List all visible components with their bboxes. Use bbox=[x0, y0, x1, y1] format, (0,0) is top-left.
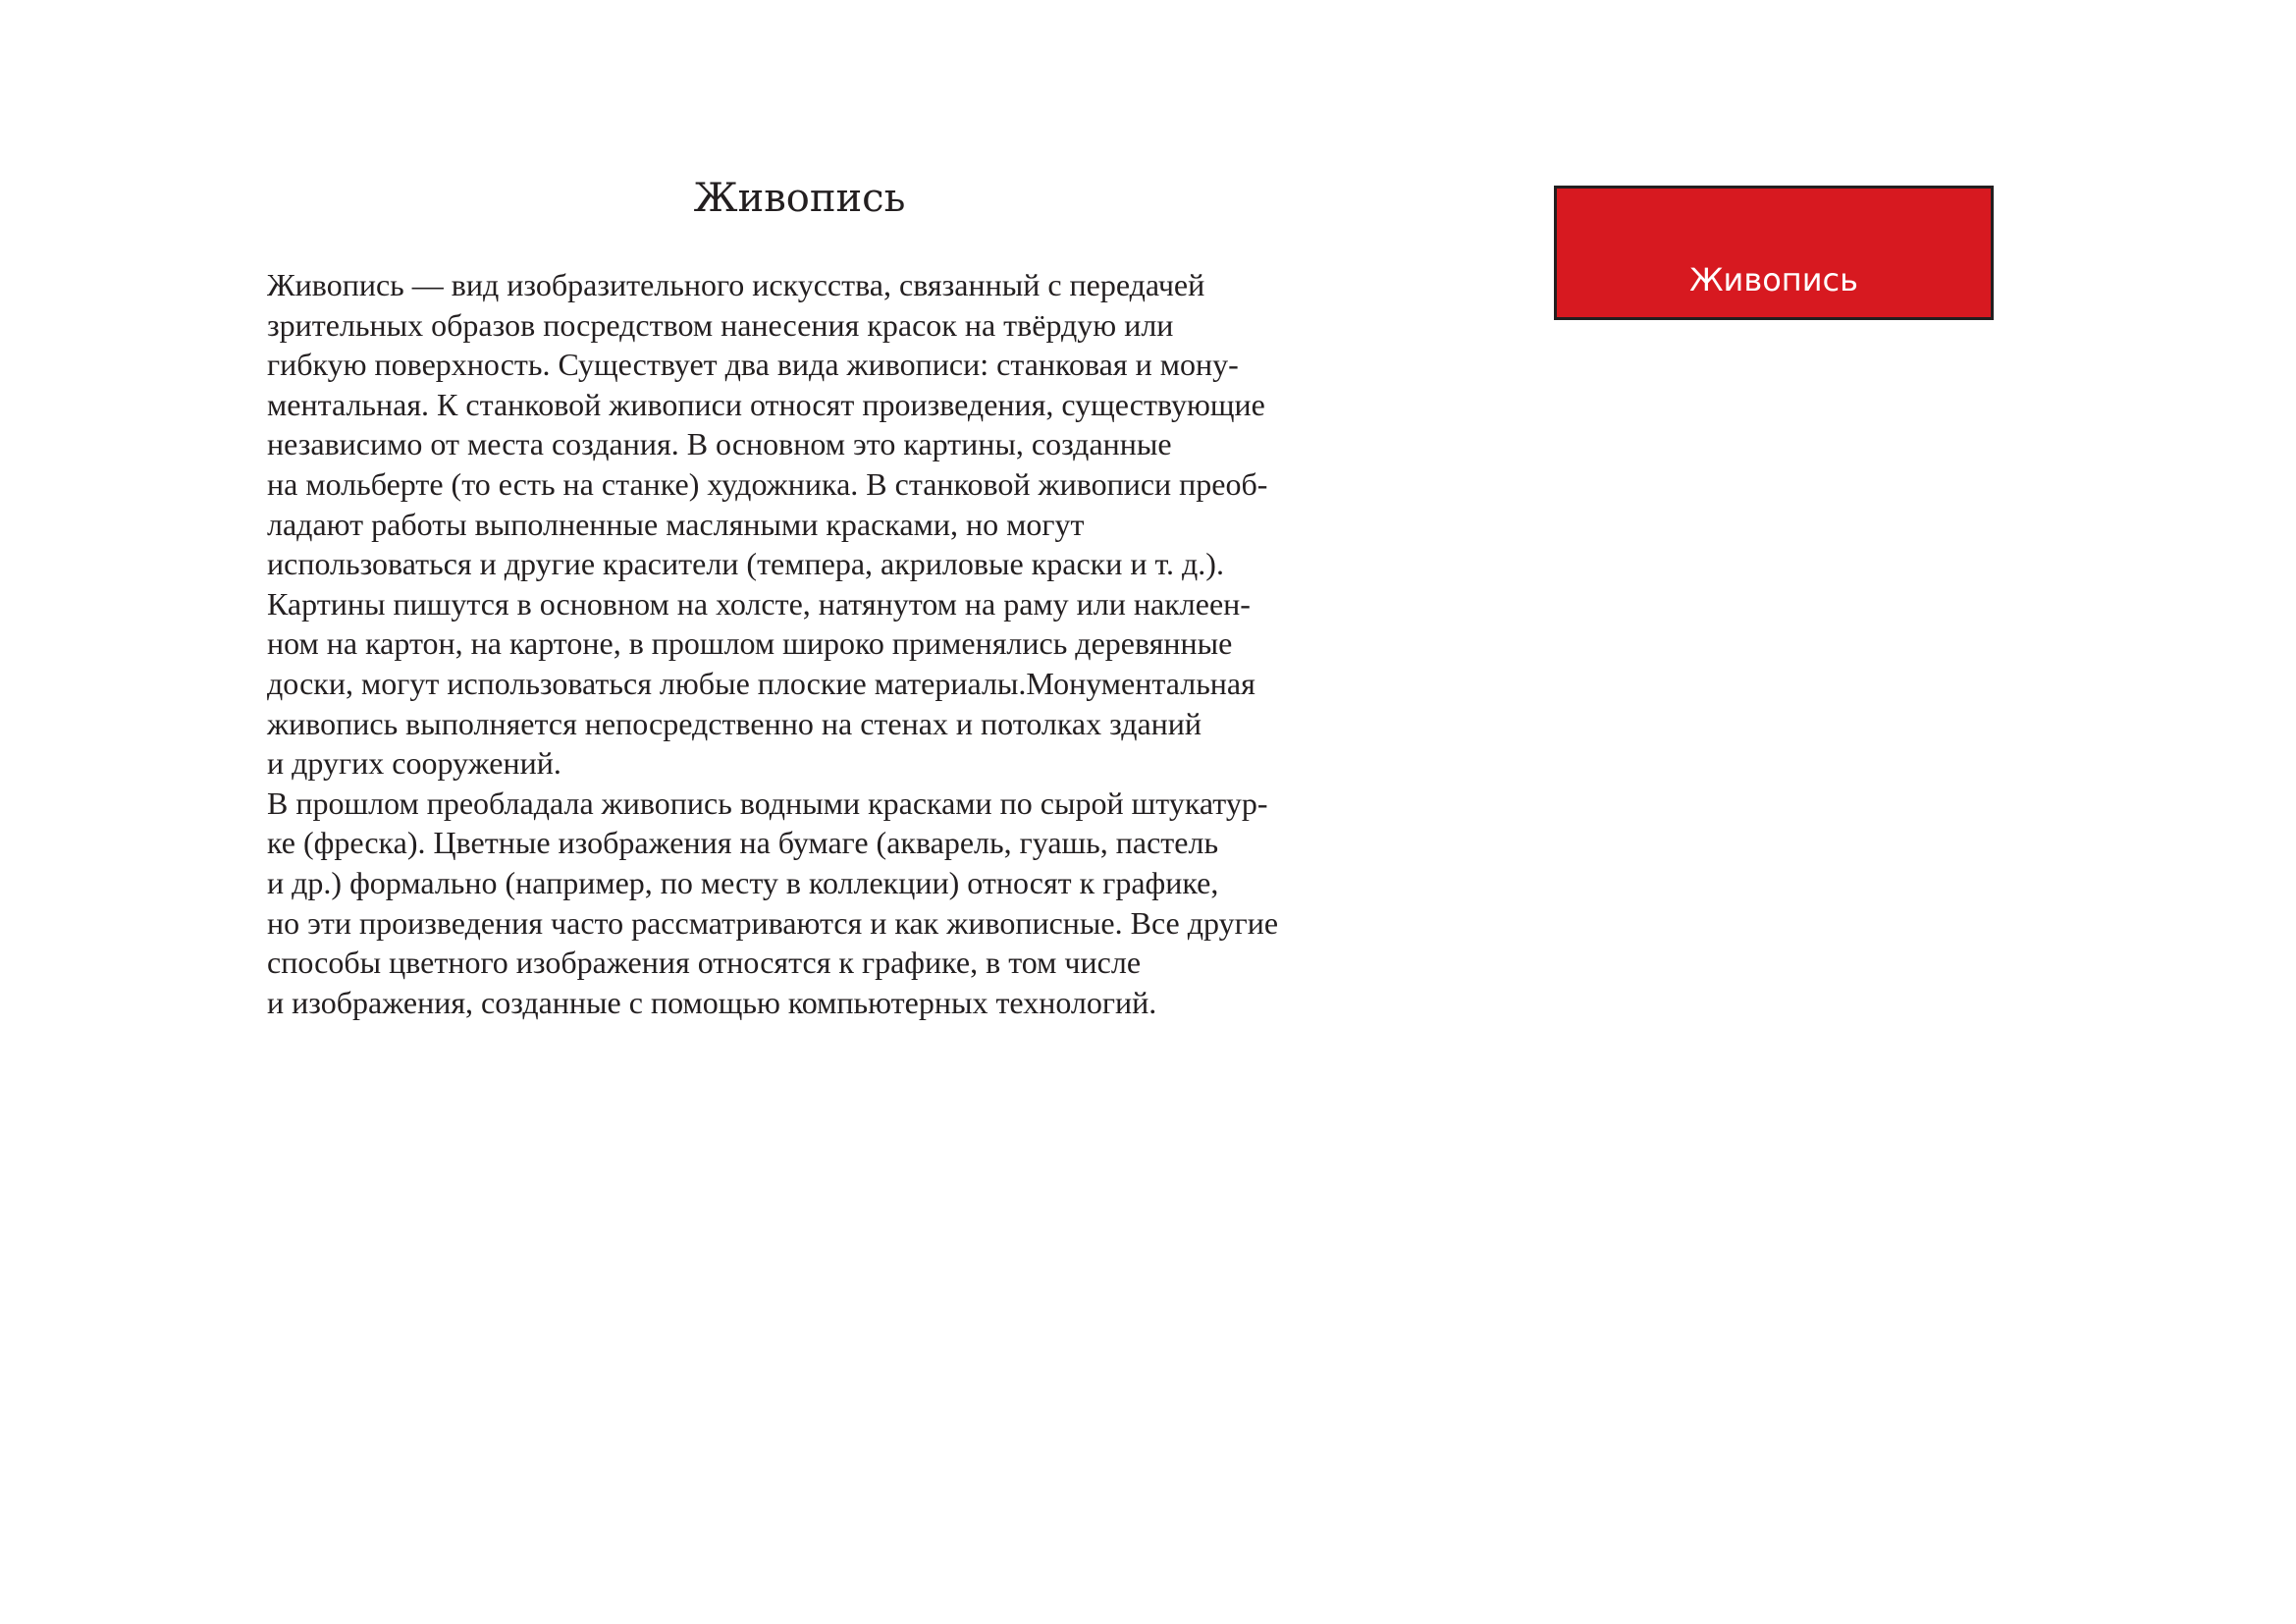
body-line: доски, могут использоваться любые плоские материалы.Монументальная bbox=[267, 665, 1255, 701]
body-line: способы цветного изображения относятся к графике, в том числе bbox=[267, 945, 1142, 981]
body-line: и других сооружений. bbox=[267, 745, 561, 782]
body-line: живопись выполняется непосредственно на стенах и потолках зданий bbox=[267, 705, 1202, 741]
body-line: гибкую поверхность. Существует два вида живописи: станковая и мону- bbox=[267, 347, 1239, 383]
body-line: и др.) формально (например, по месту в коллекции) относят к графике, bbox=[267, 864, 1219, 900]
body-line: и изображения, созданные с помощью компьютерных технологий. bbox=[267, 984, 1157, 1020]
body-line: на мольберте (то есть на станке) художника. В станковой живописи преоб- bbox=[267, 465, 1268, 502]
article bbox=[267, 169, 1347, 1022]
body-line: ке (фреска). Цветные изображения на бумаге (акварель, гуашь, пастель bbox=[267, 825, 1219, 861]
body-line: Живопись — вид изобразительного искусства, связанный с передачей bbox=[267, 267, 1205, 302]
section-badge bbox=[1554, 186, 1994, 320]
body-line: ладают работы выполненные масляными красками, но могут bbox=[267, 506, 1085, 542]
body-line: ментальная. К станковой живописи относят произведения, существующие bbox=[267, 386, 1265, 422]
body-line: независимо от места создания. В основном это картины, созданные bbox=[267, 426, 1172, 462]
section-badge-label: Живопись bbox=[1689, 261, 1858, 298]
page-title: Живопись bbox=[693, 176, 906, 221]
article-body bbox=[267, 265, 1347, 1022]
body-line: использоваться и другие красители (темпера, акриловые краски и т. д.). bbox=[267, 546, 1224, 582]
body-line: В прошлом преобладала живопись водными красками по сырой штукатур- bbox=[267, 785, 1268, 821]
body-line: зрительных образов посредством нанесения красок на твёрдую или bbox=[267, 306, 1174, 343]
body-line: но эти произведения часто рассматриваются и как живописные. Все другие bbox=[267, 904, 1279, 941]
body-line: ном на картон, на картоне, в прошлом широко применялись деревянные bbox=[267, 625, 1233, 662]
body-line: Картины пишутся в основном на холсте, натянутом на раму или наклеен- bbox=[267, 585, 1251, 622]
